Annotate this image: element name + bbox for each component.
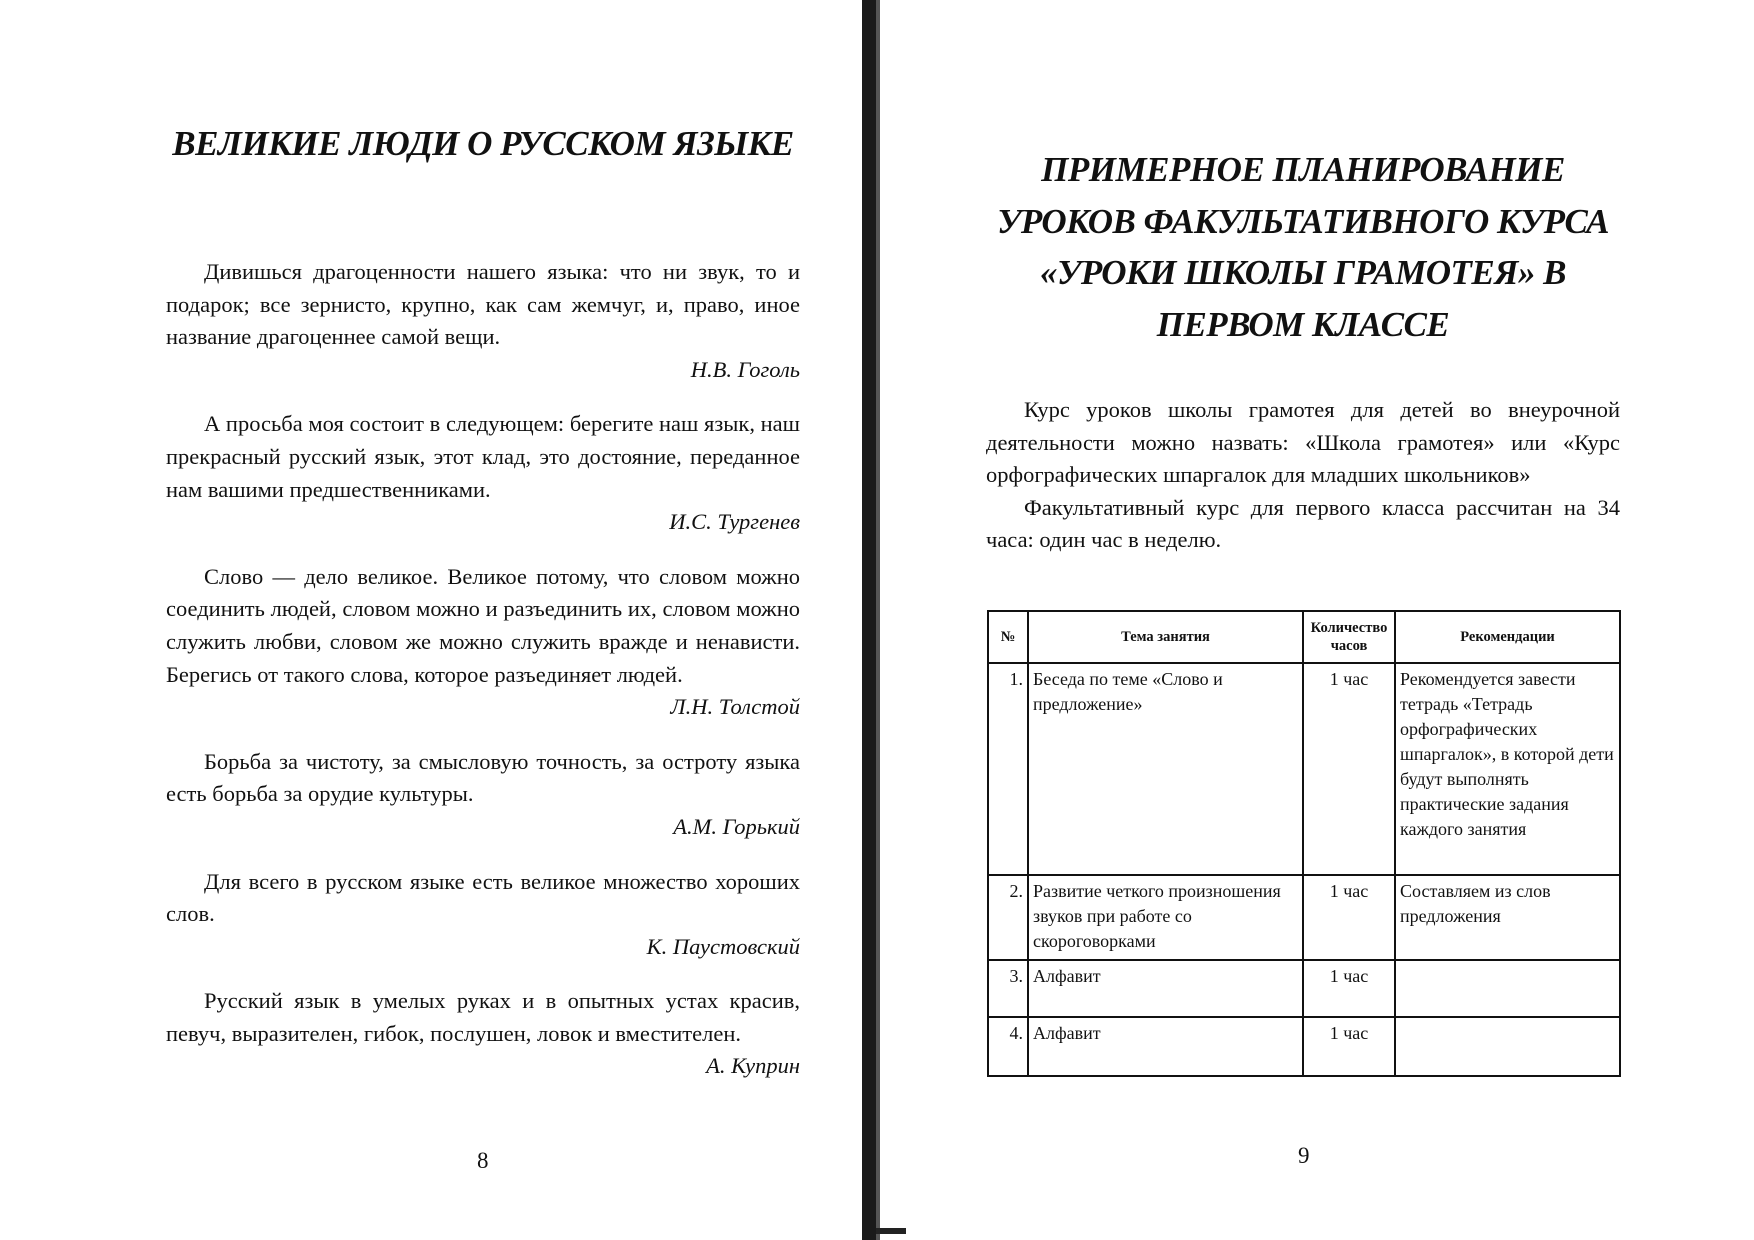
row-number: 2. [988, 875, 1028, 960]
quote-author: Л.Н. Толстой [670, 694, 800, 720]
row-hours: 1 час [1303, 1017, 1395, 1076]
quote-text: А просьба моя состоит в следующем: берегите наш язык, наш прекрасный русский язык, этот клад, это достояние, переданное нам вашими предшественниками. [166, 411, 800, 502]
header-number: № [988, 611, 1028, 663]
row-number: 4. [988, 1017, 1028, 1076]
quote-text: Русский язык в умелых руках и в опытных устах красив, певуч, выразителен, гибок, послушен, ловок и вместителен. [166, 988, 800, 1046]
quotes-list [166, 256, 800, 1105]
row-recommendation: Составляем из слов предложения [1395, 875, 1620, 960]
quote-author: Н.В. Гоголь [690, 356, 800, 382]
book-spine [862, 0, 876, 1240]
table-row [988, 663, 1620, 875]
paragraph: Факультативный курс для первого класса рассчитан на 34 часа: один час в неделю. [986, 494, 1620, 553]
book-spine-foot [876, 1228, 906, 1234]
row-hours: 1 час [1303, 875, 1395, 960]
table-header-row [988, 611, 1620, 663]
row-recommendation [1395, 1017, 1620, 1076]
quote-author: А. Куприн [706, 1053, 800, 1079]
page-number: 9 [1298, 1143, 1310, 1168]
row-recommendation: Рекомендуется завести тетрадь «Тетрадь орфографических шпаргалок», в которой дети будут выполнять практические задания каждого занятия [1395, 663, 1620, 875]
table-row [988, 960, 1620, 1017]
row-topic: Развитие четкого произношения звуков при работе со скороговорками [1028, 875, 1303, 960]
row-topic: Алфавит [1028, 1017, 1303, 1076]
row-topic: Беседа по теме «Слово и предложение» [1028, 663, 1303, 875]
header-hours: Количество часов [1303, 611, 1395, 663]
row-hours: 1 час [1303, 960, 1395, 1017]
row-number: 1. [988, 663, 1028, 875]
table-row [988, 875, 1620, 960]
lesson-plan-table [987, 610, 1621, 1077]
quote-text: Для всего в русском языке есть великое множество хороших слов. [166, 868, 800, 927]
row-recommendation [1395, 960, 1620, 1017]
header-recommendations: Рекомендации [1395, 611, 1620, 663]
header-topic: Тема занятия [1028, 611, 1303, 663]
paragraph: Курс уроков школы грамотея для детей во внеурочной деятельности можно назвать: «Школа грамотея» или «Курс орфографических шпаргалок для младших школьников» [986, 397, 1620, 488]
quote-text: Слово — дело великое. Великое потому, что словом можно соединить людей, словом можно и разъединить их, словом можно служить любви, словом же можно служить вражде и ненависти. Берегись от такого слова, которое разъединяет людей. [166, 563, 800, 687]
right-page-title: ПРИМЕРНОЕ ПЛАНИРОВАНИЕ УРОКОВ ФАКУЛЬТАТИВНОГО КУРСА «УРОКИ ШКОЛЫ ГРАМОТЕЯ» В ПЕРВОМ КЛАССЕ [997, 150, 1609, 344]
quote-text: Дивишься драгоценности нашего языка: что ни звук, то и подарок; все зернисто, крупно, как сам жемчуг, и, право, иное название драгоценнее самой вещи. [166, 259, 800, 350]
quote-text: Борьба за чистоту, за смысловую точность, за остроту языка есть борьба за орудие культуры. [166, 748, 800, 807]
quote-author: К. Паустовский [646, 933, 800, 959]
page-number: 8 [477, 1148, 489, 1173]
left-page-title: ВЕЛИКИЕ ЛЮДИ О РУССКОМ ЯЗЫКЕ [172, 124, 794, 163]
quote-author: А.М. Горький [673, 813, 800, 839]
quote-author: И.С. Тургенев [669, 509, 800, 535]
row-topic: Алфавит [1028, 960, 1303, 1017]
row-hours: 1 час [1303, 663, 1395, 875]
row-number: 3. [988, 960, 1028, 1017]
table-row [988, 1017, 1620, 1076]
intro-text [986, 394, 1620, 557]
book-spine-edge [876, 0, 880, 1240]
